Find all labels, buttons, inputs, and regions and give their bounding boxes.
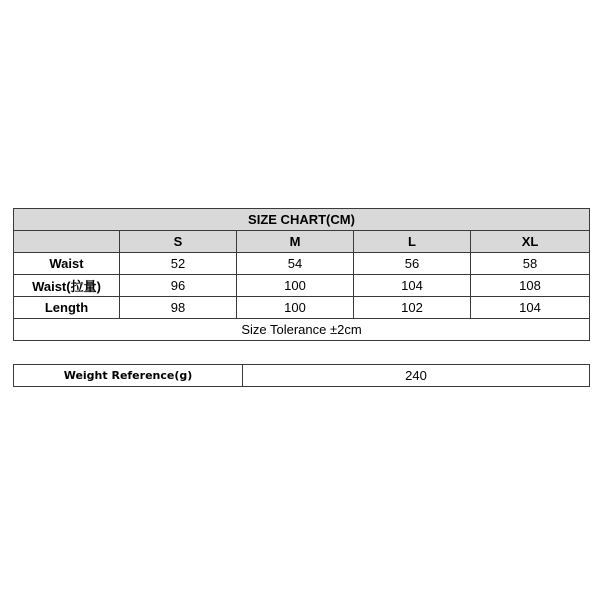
table-row-waist xyxy=(14,253,590,275)
size-chart-table xyxy=(13,208,590,341)
table-cell: 104 xyxy=(471,297,590,319)
size-header-row xyxy=(14,231,590,253)
table-cell: 98 xyxy=(120,297,237,319)
table-cell: 100 xyxy=(237,275,354,297)
row-label-waist-stretch: Waist(拉量) xyxy=(14,275,120,297)
table-cell: 100 xyxy=(237,297,354,319)
table-cell: 104 xyxy=(354,275,471,297)
table-cell: 96 xyxy=(120,275,237,297)
table-cell: 52 xyxy=(120,253,237,275)
size-header-l: L xyxy=(354,231,471,253)
row-label-waist: Waist xyxy=(14,253,120,275)
table-cell: 54 xyxy=(237,253,354,275)
weight-reference-value: 240 xyxy=(243,365,590,387)
size-header-m: M xyxy=(237,231,354,253)
table-row-length xyxy=(14,297,590,319)
table-row-waist-stretch xyxy=(14,275,590,297)
size-chart-title: SIZE CHART(CM) xyxy=(14,209,590,231)
row-label-length: Length xyxy=(14,297,120,319)
weight-reference-label: Weight Reference(g) xyxy=(14,365,243,387)
table-cell: 56 xyxy=(354,253,471,275)
tolerance-row xyxy=(14,319,590,341)
table-cell: 102 xyxy=(354,297,471,319)
table-cell: 58 xyxy=(471,253,590,275)
table-cell: 108 xyxy=(471,275,590,297)
size-header-corner xyxy=(14,231,120,253)
size-header-xl: XL xyxy=(471,231,590,253)
size-header-s: S xyxy=(120,231,237,253)
weight-row xyxy=(14,365,590,387)
size-tolerance-note: Size Tolerance ±2cm xyxy=(14,319,590,341)
weight-reference-table xyxy=(13,364,590,387)
size-chart-title-row xyxy=(14,209,590,231)
